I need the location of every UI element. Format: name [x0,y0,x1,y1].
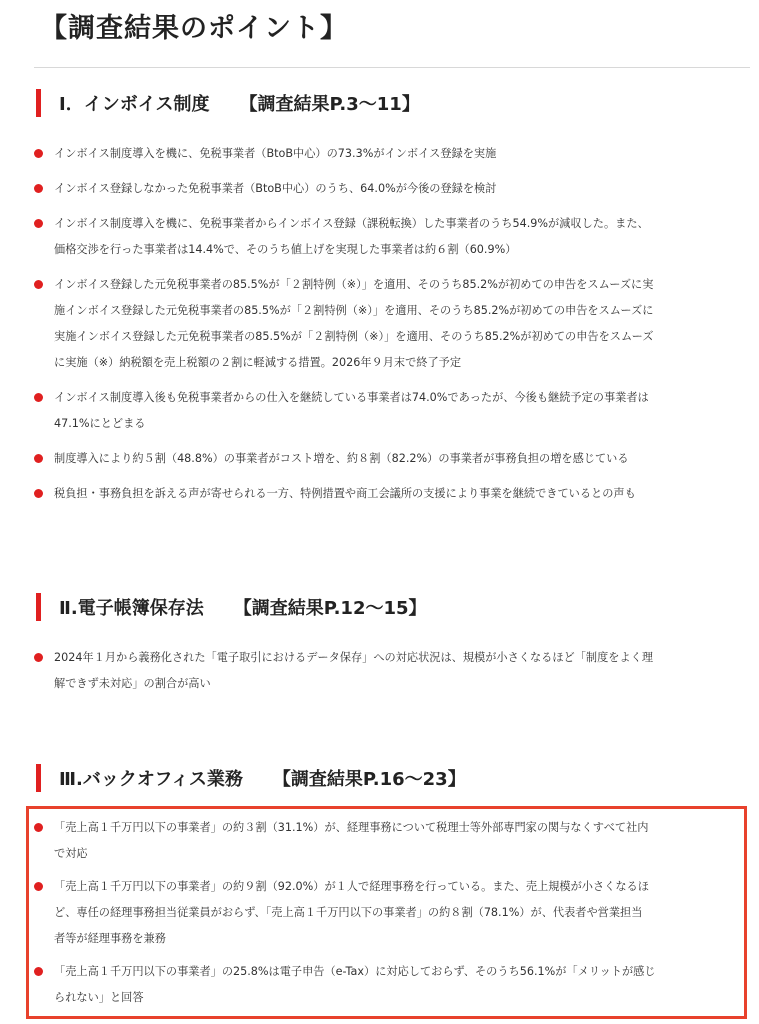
list-item: インボイス制度導入を機に、免税事業者（BtoB中心）の73.3%がインボイス登録を実施 [34,141,746,167]
list-item: インボイス登録した元免税事業者の85.5%が「２割特例（※）」を適用、そのうち85.2%が初めての申告をスムーズに実 施インボイス登録した元免税事業者の85.5%が「２割特例（※）」を適用、そのうち85.2%が初めての申告をスムーズに 実施インボイス登録した元免税事業者の85.5%が「２割特例（※）」を適用、そのうち85.2%が初めての申告をスムーズ に実施（※）納税額を売上税額の２割に軽減する措置。2026年９月末で終了予定 [34,272,746,376]
heading-accent-bar [36,764,41,792]
section-page-ref: 【調査結果P.3〜11】 [239,94,420,115]
section-heading-invoice [36,88,420,118]
bullet-icon [34,219,43,228]
list-item: インボイス登録しなかった免税事業者（BtoB中心）のうち、64.0%が今後の登録を検討 [34,176,746,202]
list-item: 「売上高１千万円以下の事業者」の25.8%は電子申告（e-Tax）に対応しておらず、そのうち56.1%が「メリットが感じ られない」と回答 [34,959,746,1011]
heading-accent-bar [36,593,41,621]
point-list-invoice [34,141,746,507]
bullet-icon [34,823,43,832]
list-item: 制度導入により約５割（48.8%）の事業者がコスト増を、約８割（82.2%）の事業者が事務負担の増を感じている [34,446,746,472]
bullet-icon [34,149,43,158]
section-heading-e-book [36,592,427,622]
list-item: インボイス制度導入を機に、免税事業者からインボイス登録（課税転換）した事業者のうち54.9%が減収した。また、 価格交渉を行った事業者は14.4%で、そのうち値上げを実現した事業者は約６割（60.9%） [34,211,746,263]
page-title: 【調査結果のポイント】 [40,13,348,44]
section-page-ref: 【調査結果P.16〜23】 [272,769,466,790]
list-item: 2024年１月から義務化された「電子取引におけるデータ保存」への対応状況は、規模が小さくなるほど「制度をよく理 解できず未対応」の割合が高い [34,645,746,697]
bullet-icon [34,393,43,402]
bullet-icon [34,184,43,193]
section-title: Ⅱ.電子帳簿保存法 [59,598,204,619]
bullet-icon [34,882,43,891]
section-heading-back-office [36,763,466,793]
list-item: 「売上高１千万円以下の事業者」の約３割（31.1%）が、経理事務について税理士等外部専門家の関与なくすべて社内 で対応 [34,815,746,867]
bullet-icon [34,489,43,498]
list-item: 「売上高１千万円以下の事業者」の約９割（92.0%）が１人で経理事務を行っている。また、売上規模が小さくなるほ ど、専任の経理事務担当従業員がおらず、「売上高１千万円以下の事業者」の約８割（78.1%）が、代表者や営業担当 者等が経理事務を兼務 [34,874,746,952]
bullet-icon [34,653,43,662]
section-title: Ⅲ.バックオフィス業務 [59,769,243,790]
bullet-icon [34,280,43,289]
point-list-back-office [34,815,746,1011]
section-page-ref: 【調査結果P.12〜15】 [233,598,427,619]
point-list-e-book [34,645,746,697]
list-item: インボイス制度導入後も免税事業者からの仕入を継続している事業者は74.0%であったが、今後も継続予定の事業者は 47.1%にとどまる [34,385,746,437]
bullet-icon [34,454,43,463]
bullet-icon [34,967,43,976]
section-title: Ⅰ．インボイス制度 [59,94,210,115]
heading-accent-bar [36,89,41,117]
divider [34,67,750,68]
list-item: 税負担・事務負担を訴える声が寄せられる一方、特例措置や商工会議所の支援により事業を継続できているとの声も [34,481,746,507]
